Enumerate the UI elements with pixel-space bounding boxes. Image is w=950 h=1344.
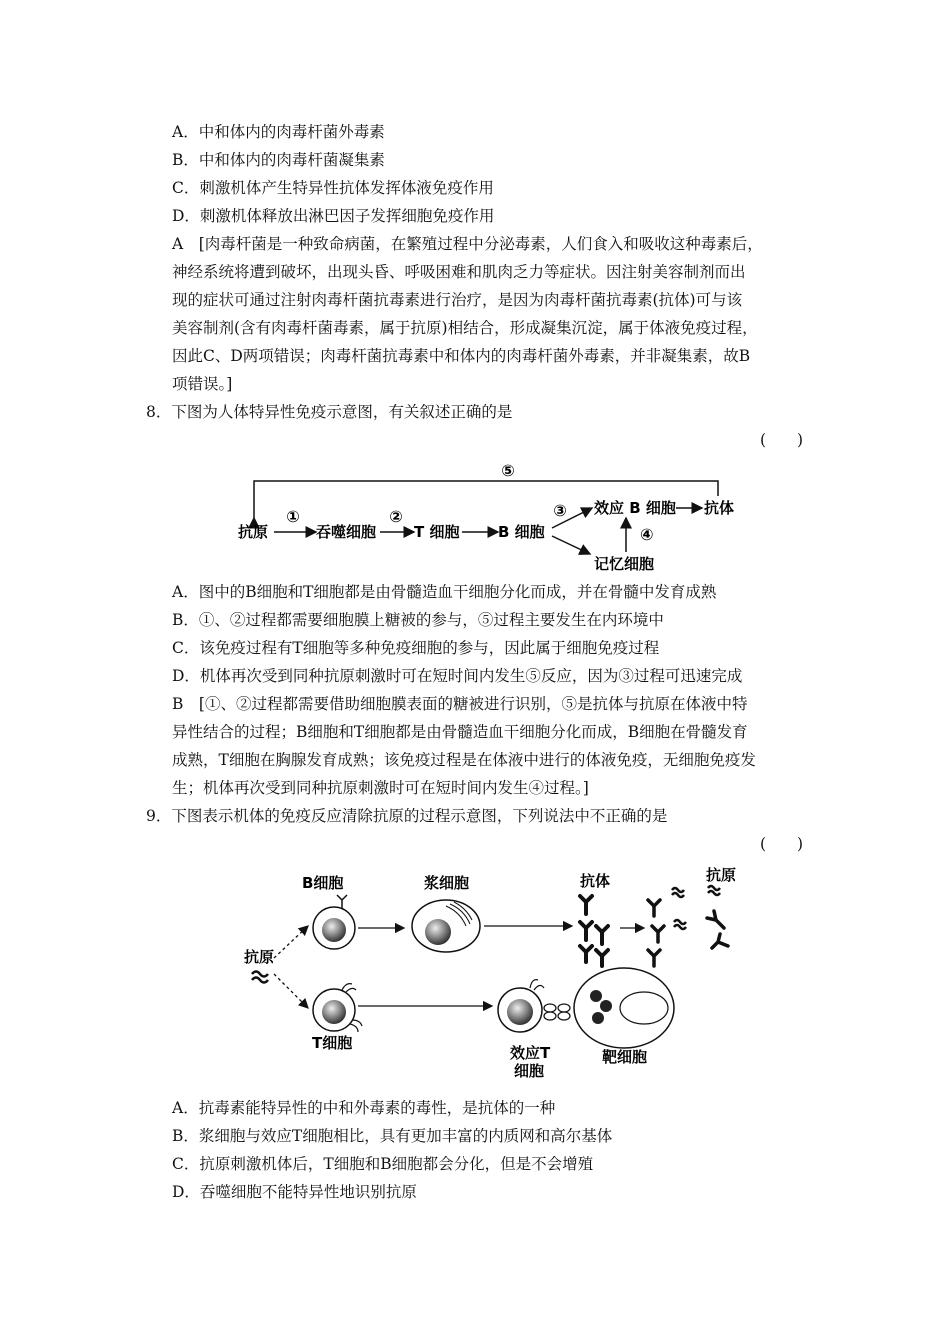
label-2: ② [389,507,403,526]
q9-option-b: B．浆细胞与效应T细胞相比，具有更加丰富的内质网和高尔基体 [172,1127,613,1145]
q7-option-a: A．中和体内的肉毒杆菌外毒素 [172,123,385,141]
b-cell-label: B细胞 [302,874,344,892]
antigen-squiggle-icon [252,972,268,983]
q9-option-a: A．抗毒素能特异性的中和外毒素的毒性，是抗体的一种 [172,1099,556,1117]
b-cell-icon [313,895,355,949]
q8-option-b: B．①、②过程都需要细胞膜上糖被的参与，⑤过程主要发生在内环境中 [172,611,664,629]
q8-answer-line: 成熟，T细胞在胸腺发育成熟；该免疫过程是在体液中进行的体液免疫，无细胞免疫发 [172,751,756,769]
q9-option-c: C．抗原刺激机体后，T细胞和B细胞都会分化，但是不会增殖 [172,1155,594,1173]
arrow-3-down [552,536,590,554]
label-4: ④ [640,525,654,544]
dotted-arrow-to-b [274,926,308,958]
effector-b-label: 效应 B 细胞 [594,499,676,517]
antibody-cluster-icon [580,896,608,966]
q7-answer-line: 因此C、D两项错误；肉毒杆菌抗毒素中和体内的肉毒杆菌外毒素，并非凝集素，故B [172,347,751,365]
antigen-left-label: 抗原 [244,948,275,966]
q7-option-d: D．刺激机体释放出淋巴因子发挥细胞免疫作用 [172,207,495,225]
q7-answer-line: 神经系统将遭到破坏，出现头昏、呼吸困难和肌肉乏力等症状。因注射美容制剂而出 [172,263,746,281]
q8-answer-line: B [①、②过程都需要借助细胞膜表面的糖被进行识别，⑤是抗体与抗原在体液中特 [172,695,748,713]
q8-option-a: A．图中的B细胞和T细胞都是由骨髓造血干细胞分化而成，并在骨髓中发育成熟 [172,583,717,601]
q8-option-c: C．该免疫过程有T细胞等多种免疫细胞的参与，因此属于细胞免疫过程 [172,639,660,657]
q7-answer-line: 现的症状可通过注射肉毒杆菌抗毒素进行治疗，是因为肉毒杆菌抗毒素(抗体)可与该 [172,291,743,309]
q9-option-d: D．吞噬细胞不能特异性地识别抗原 [172,1183,417,1201]
q8-answer-line: 异性结合的过程；B细胞和T细胞都是由骨髓造血干细胞分化而成，B细胞在骨髓发育 [172,723,748,741]
q7-option-c: C．刺激机体产生特异性抗体发挥体液免疫作用 [172,179,494,197]
q9-figure [240,862,760,1086]
q7-answer-line: A [肉毒杆菌是一种致命病菌，在繁殖过程中分泌毒素，人们食入和吸收这种毒素后， [172,235,763,253]
q8-option-d: D．机体再次受到同种抗原刺激时可在短时间内发生⑤反应，因为③过程可迅速完成 [172,667,743,685]
label-5: ⑤ [501,461,515,480]
q9-answer-paren: ( ) [760,835,804,853]
memory-cell-label: 记忆细胞 [594,555,655,573]
antigen-top-label: 抗原 [706,866,737,884]
phagocyte-label: 吞噬细胞 [316,523,377,541]
q7-answer-line: 项错误。] [172,375,233,393]
t-cell-label: T 细胞 [414,523,460,541]
q7-option-b: B．中和体内的肉毒杆菌凝集素 [172,151,385,169]
effector-t-label-2: 细胞 [514,1062,545,1080]
antibody-label: 抗体 [704,499,735,517]
q8-answer-line: 生；机体再次受到同种抗原刺激时可在短时间内发生④过程。] [172,779,589,797]
b-cell-label: B 细胞 [498,523,545,541]
label-1: ① [286,507,300,526]
plasma-cell-label: 浆细胞 [424,874,470,892]
effector-t-label: 效应T [510,1044,551,1062]
t-cell-icon [313,984,362,1032]
target-cell-icon [574,968,674,1048]
free-antigen-icon [672,886,720,929]
q8-diagram [230,456,770,584]
plasma-cell-icon [412,900,480,952]
q8-answer-paren: ( ) [760,431,804,449]
antigen-label: 抗原 [238,523,269,541]
effector-t-cell-icon [498,980,570,1032]
target-cell-label: 靶细胞 [602,1048,648,1066]
q8-stem: 8．下图为人体特异性免疫示意图，有关叙述正确的是 [146,403,513,421]
bound-antibody-icon [648,900,728,966]
q7-answer-line: 美容制剂(含有肉毒杆菌毒素，属于抗原)相结合，形成凝集沉淀，属于体液免疫过程， [172,319,758,337]
q9-stem: 9．下图表示机体的免疫反应清除抗原的过程示意图，下列说法中不正确的是 [146,807,668,825]
label-3: ③ [553,501,567,520]
antibody-label: 抗体 [580,872,611,890]
dotted-arrow-to-t [274,974,308,1008]
t-cell-label: T细胞 [312,1034,353,1052]
